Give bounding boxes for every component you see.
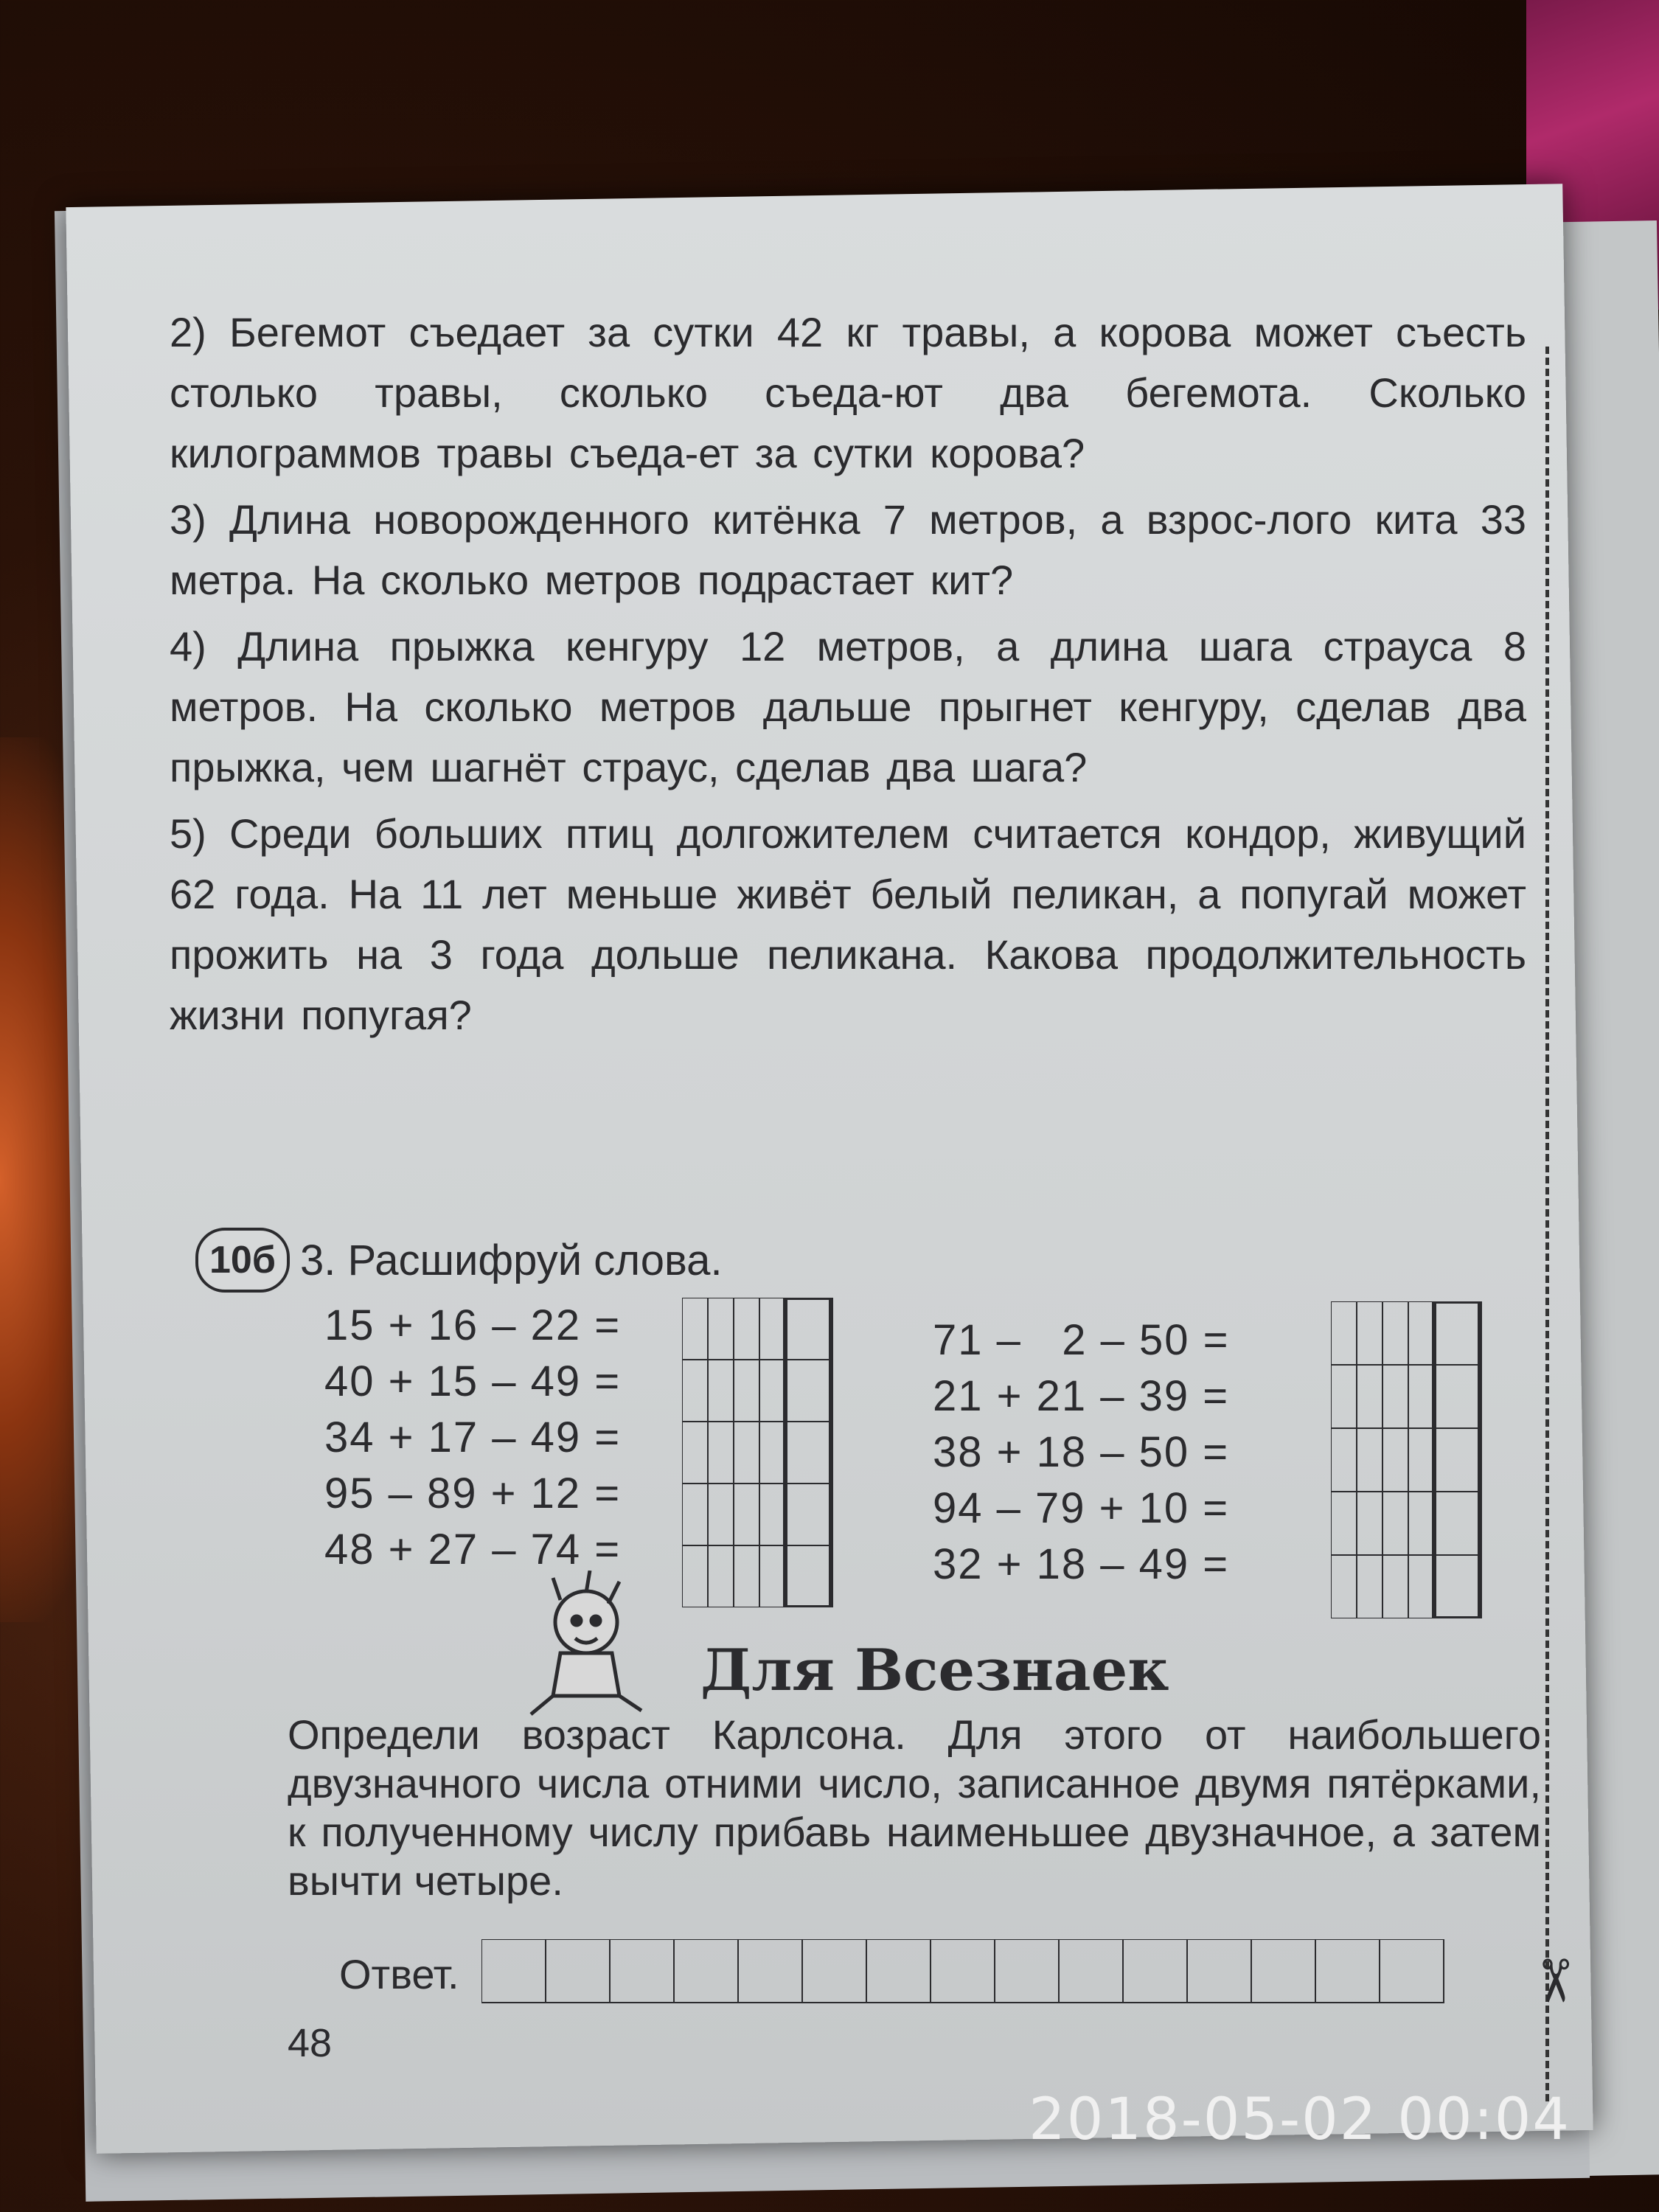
task-3-title: 3. Расшифруй слова. [300,1236,723,1284]
expression-row: 71 – 2 – 50 = [933,1316,1230,1364]
problem-2: 2) Бегемот съедает за сутки 42 кг травы, а корова может съесть столько травы, сколько съеда-ют два бегемота. Сколько килограммов травы съеда-ет за сутки корова? [170,309,1526,476]
expression-row: 95 – 89 + 12 = [324,1470,622,1517]
photo-timestamp: 2018-05-02 00:04 [1029,2087,1571,2153]
expression-row: 48 + 27 – 74 = [324,1526,622,1573]
expression-row: 94 – 79 + 10 = [933,1484,1230,1532]
expression-row: 32 + 18 – 49 = [933,1540,1230,1588]
expression-row: 34 + 17 – 49 = [324,1413,622,1461]
answer-cells[interactable] [481,1939,1447,2009]
right-expressions [933,1312,1229,1593]
vsez-text: Определи возраст Карлсона. Для этого от наибольшего двузначного числа отними число, записанное двумя пятёрками, к полученному числу прибавь наименьшее двузначное, а затем вычти четыре. [288,1711,1541,1904]
problem-4: 4) Длина прыжка кенгуру 12 метров, а длина шага страуса 8 метров. На сколько метров дальше прыгнет кенгуру, сделав два прыжка, чем шагнёт страус, сделав два шага? [170,623,1526,790]
answer-label: Ответ. [339,1951,459,1997]
problem-5: 5) Среди больших птиц долгожителем считается кондор, живущий 62 года. На 11 лет меньше живёт белый пеликан, а попугай может прожить на 3 года дольше пеликана. Какова продолжительность жизни попугая? [170,810,1526,1038]
cut-line [1545,347,1549,2101]
task-3-heading [195,1228,723,1293]
expression-row: 40 + 15 – 49 = [324,1357,622,1405]
left-expressions [324,1298,621,1578]
expression-row: 38 + 18 – 50 = [933,1428,1230,1476]
task-badge: 10б [195,1228,290,1293]
left-answer-grid[interactable] [682,1298,833,1607]
page-number: 48 [288,2021,333,2065]
expression-row: 15 + 16 – 22 = [324,1301,622,1349]
mascot-boy-icon [516,1571,649,1722]
expression-row: 21 + 21 – 39 = [933,1372,1230,1420]
answer-row [339,1939,1447,2009]
word-problems [170,302,1526,1051]
problem-3: 3) Длина новорожденного китёнка 7 метров, а взрос-лого кита 33 метра. На сколько метров подрастает кит? [170,496,1526,603]
vsez-title: Для Всезнаек [700,1637,1169,1704]
scissors-icon: ✂ [1522,1955,1588,2006]
right-answer-grid[interactable] [1331,1301,1482,1618]
